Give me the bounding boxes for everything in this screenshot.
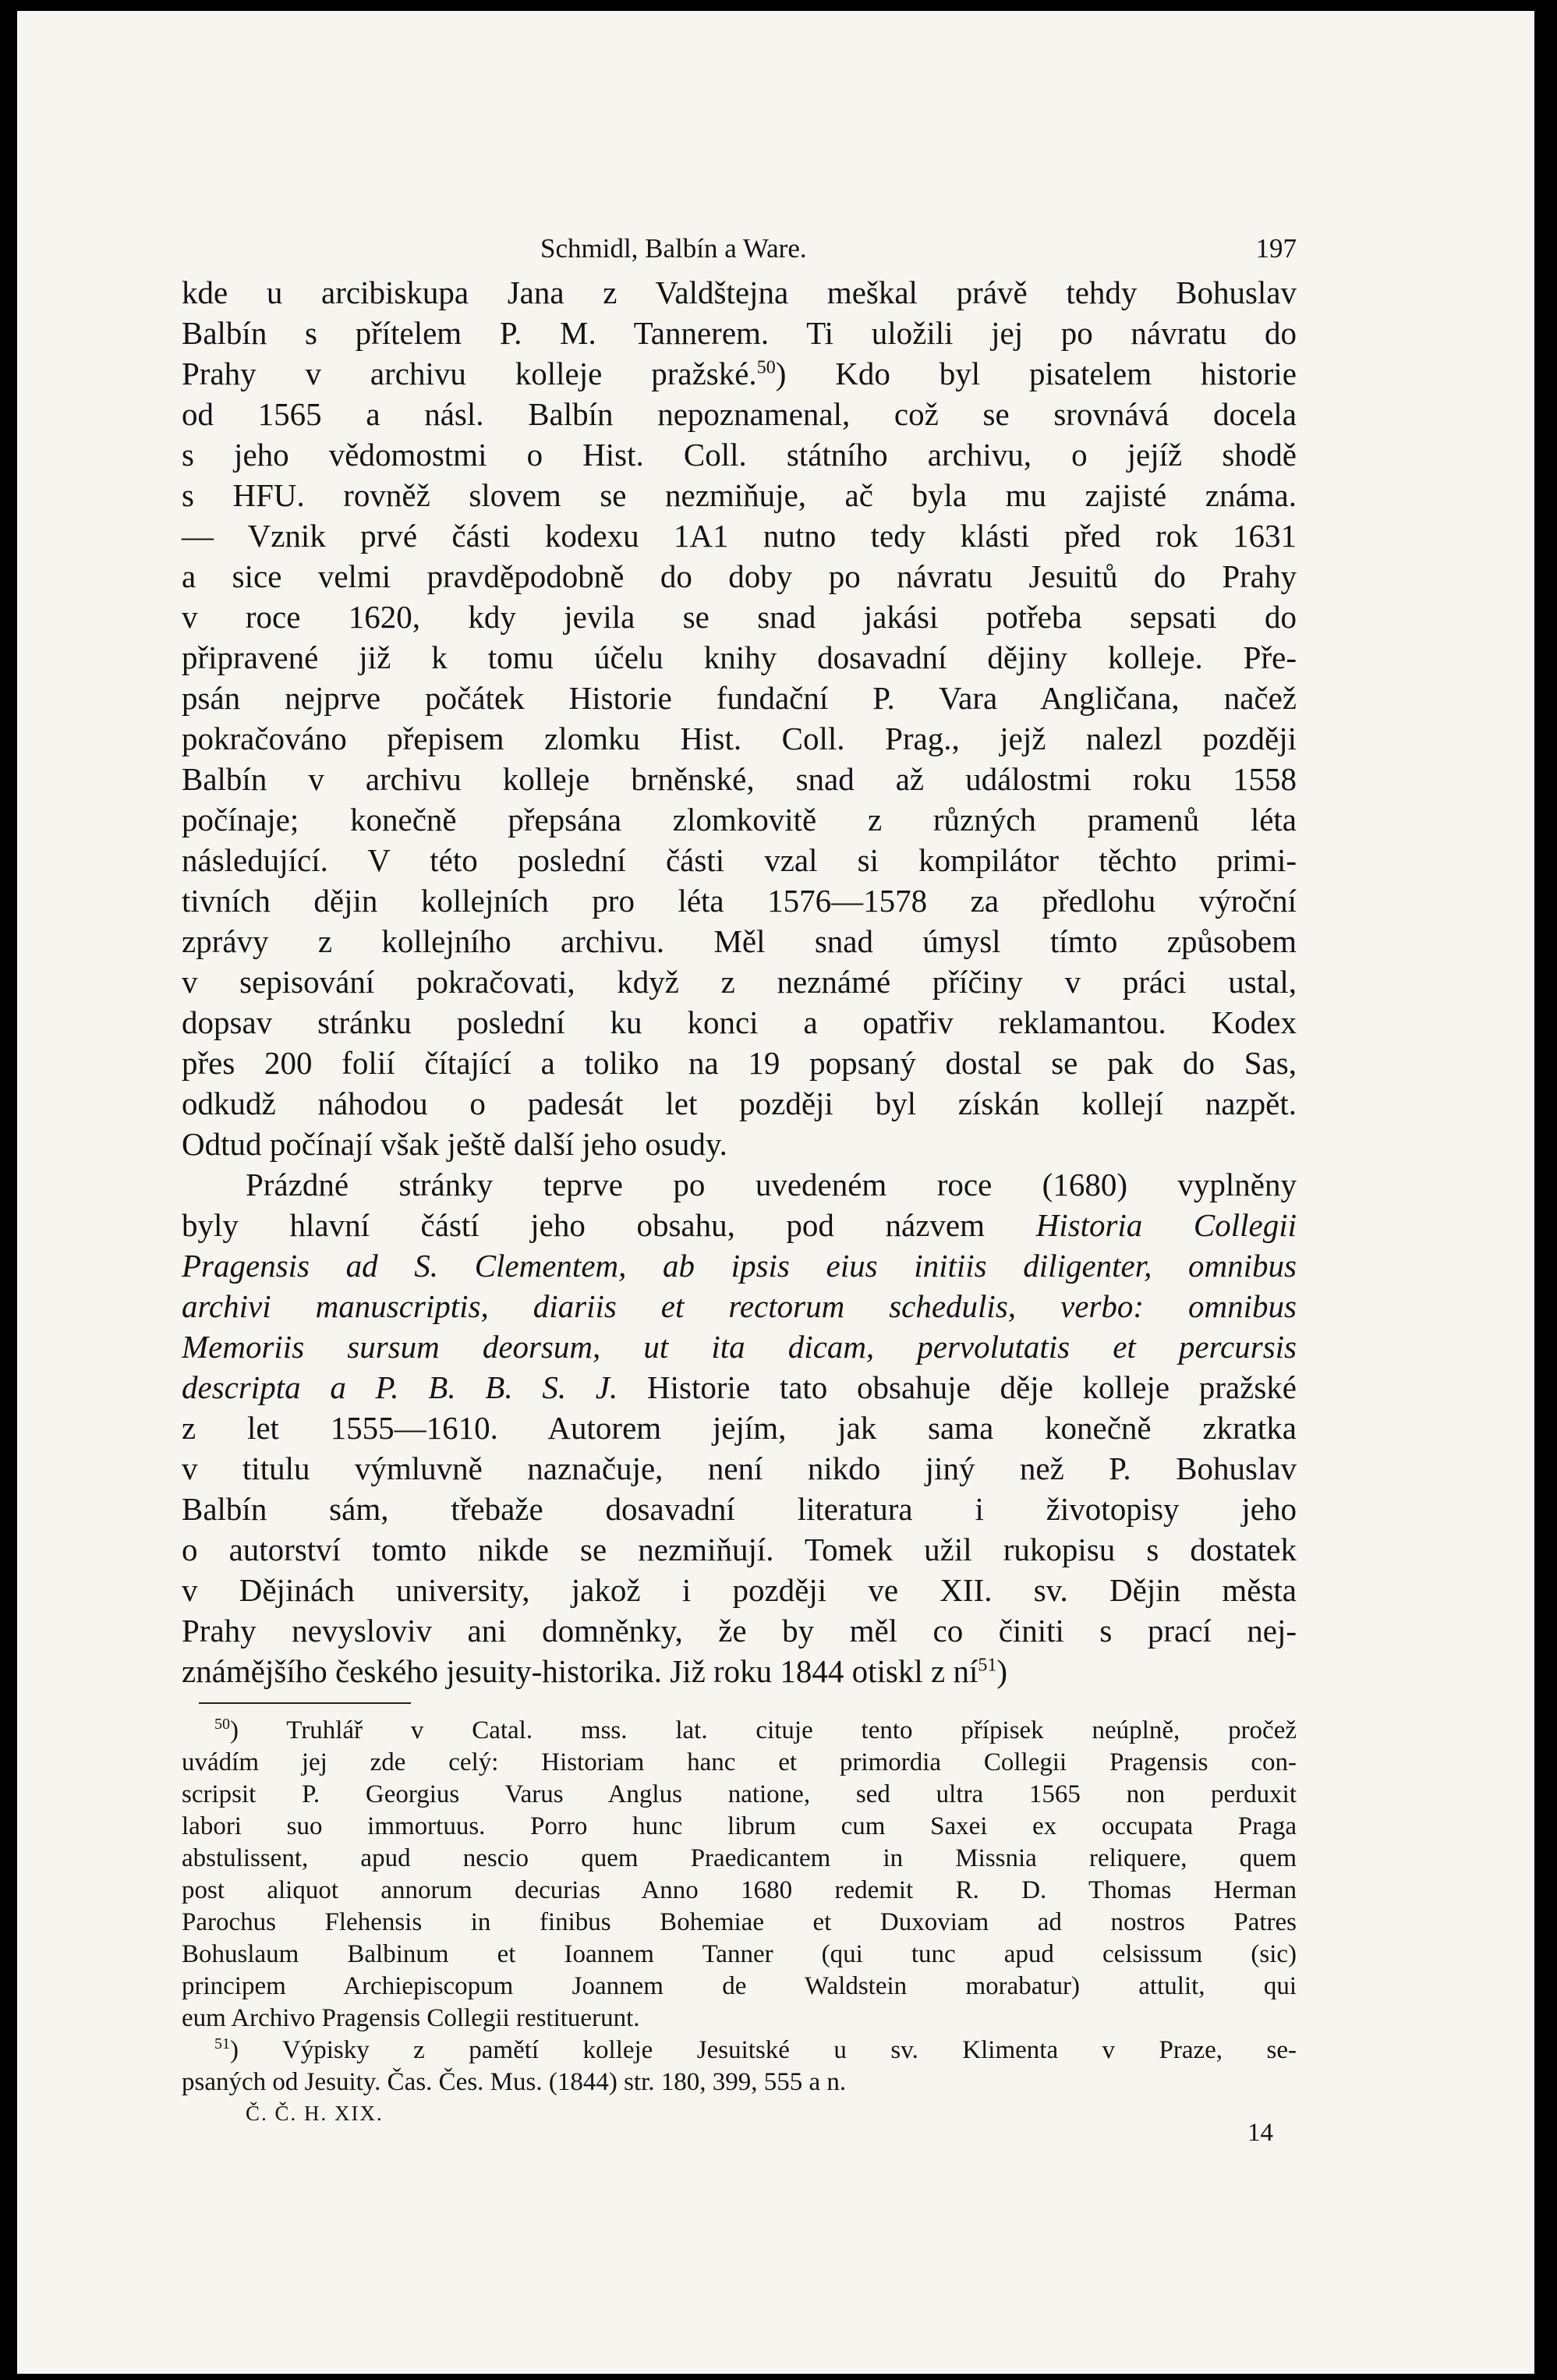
latin-title-line: Memoriis sursum deorsum, ut ita dicam, pervolutatis et percursis xyxy=(182,1329,1297,1365)
text-line: Balbín sám, třebaže dosavadní literatura i životopisy jeho xyxy=(182,1491,1297,1527)
text-line: a sice velmi pravděpodobně do doby po návratu Jesuitů do Prahy xyxy=(182,558,1297,594)
latin-title: Historia Collegii xyxy=(1035,1207,1297,1243)
footnote-number: 50 xyxy=(214,1716,230,1733)
text-line: přes 200 folií čítající a toliko na 19 popsaný dostal se pak do Sas, xyxy=(182,1045,1297,1081)
footnote-line: Bohuslaum Balbinum et Ioannem Tanner (qui tunc apud celsissum (sic) xyxy=(182,1940,1297,1968)
text-line: z let 1555—1610. Autorem jejím, jak sama konečně zkratka xyxy=(182,1410,1297,1446)
footnote-line: psaných od Jesuity. Čas. Čes. Mus. (1844) str. 180, 399, 555 a n. xyxy=(182,2068,847,2096)
text-line: Prahy nevysloviv ani domněnky, že by měl co činiti s prací nej- xyxy=(182,1613,1297,1649)
text-line: pokračováno přepisem zlomku Hist. Coll. Prag., jejž nalezl později xyxy=(182,721,1297,756)
text-line: — Vznik prvé části kodexu 1A1 nutno tedy klásti před rok 1631 xyxy=(182,518,1297,554)
text-line: tivních dějin kollejních pro léta 1576—1578 za předlohu výroční xyxy=(182,883,1297,919)
page-number: 197 xyxy=(1255,233,1297,264)
text-line: Prázdné stránky teprve po uvedeném roce (1680) vyplněny xyxy=(246,1167,1297,1202)
text-line: v titulu výmluvně naznačuje, není nikdo jiný než P. Bohuslav xyxy=(182,1450,1297,1486)
footnote-rule xyxy=(199,1702,411,1704)
footnote-number: 51 xyxy=(214,2035,230,2052)
latin-title-line: Pragensis ad S. Clementem, ab ipsis eius initiis diligenter, omnibus xyxy=(182,1248,1297,1284)
footnote-ref: 50 xyxy=(756,357,776,378)
text-line: psán nejprve počátek Historie fundační P. Vara Angličana, načež xyxy=(182,680,1297,716)
footnote-line: uvádím jej zde celý: Historiam hanc et primordia Collegii Pragensis con- xyxy=(182,1748,1297,1776)
signature-number: 14 xyxy=(1247,2119,1273,2147)
footnote-line: $^{51}$) Výpisky z pamětí kolleje Jesuitské u sv. Klimenta v Praze, se- xyxy=(214,2035,1297,2064)
text-line: Balbín v archivu kolleje brněnské, snad až událostmi roku 1558 xyxy=(182,761,1297,797)
main-text xyxy=(182,272,1297,1691)
footnote-line: Parochus Flehensis in finibus Bohemiae et Duxoviam ad nostros Patres xyxy=(182,1908,1297,1936)
text-line: v Dějinách university, jakož i později ve XII. sv. Dějin města xyxy=(182,1572,1297,1608)
text-line: Balbín s přítelem P. M. Tannerem. Ti uložili jej po návratu do xyxy=(182,315,1297,351)
text-line: odkudž náhodou o padesát let později byl získán kollejí nazpět. xyxy=(182,1086,1297,1121)
footnote-line: scripsit P. Georgius Varus Anglus natione, sed ultra 1565 non perduxit xyxy=(182,1780,1297,1808)
text-line: Prahy v archivu kolleje pražské.$^{50}$) Kdo byl pisatelem historie xyxy=(182,356,1297,391)
footnote-line: eum Archivo Pragensis Collegii restituerunt. xyxy=(182,2004,640,2032)
latin-title-end: descripta a P. B. B. S. J. xyxy=(182,1369,618,1405)
footnote-line: $^{50}$) Truhlář v Catal. mss. lat. cituje tento přípisek neúplně, pročež xyxy=(214,1716,1297,1744)
text-line: známějšího českého jesuity-historika. Již roku 1844 otiskl z $ní^{51}$) xyxy=(182,1653,1008,1689)
text-line: zprávy z kollejního archivu. Měl snad úmysl tímto způsobem xyxy=(182,923,1297,959)
signature-row xyxy=(182,2102,1297,2148)
text-line: v sepisování pokračovati, když z neznámé příčiny v práci ustal, xyxy=(182,964,1297,1000)
latin-title-line: archivi manuscriptis, diariis et rectorum schedulis, verbo: omnibus xyxy=(182,1288,1297,1324)
text-line: byly hlavní částí jeho obsahu, pod názvem Historia Collegii xyxy=(182,1207,1297,1243)
footnote-ref: 51 xyxy=(978,1655,997,1676)
footnote-line: labori suo immortuus. Porro hunc librum cum Saxei ex occupata Praga xyxy=(182,1812,1297,1840)
text-line: dopsav stránku poslední ku konci a opatřiv reklamantou. Kodex xyxy=(182,1004,1297,1040)
text-line: od 1565 a násl. Balbín nepoznamenal, což se srovnává docela xyxy=(182,396,1297,432)
book-page xyxy=(17,11,1534,2374)
text-line: o autorství tomto nikde se nezmiňují. Tomek užil rukopisu s dostatek xyxy=(182,1532,1297,1567)
text-block xyxy=(182,233,1297,2148)
text-line: descripta a P. B. B. S. J. Historie tato obsahuje děje kolleje pražské xyxy=(182,1369,1297,1405)
footnote-line: principem Archiepiscopum Joannem de Waldstein morabatur) attulit, qui xyxy=(182,1972,1297,2000)
footnote-line: post aliquot annorum decurias Anno 1680 redemit R. D. Thomas Herman xyxy=(182,1876,1297,1904)
running-head xyxy=(182,233,1297,272)
signature-mark: Č. Č. H. XIX. xyxy=(246,2102,384,2125)
text-line: kde u arcibiskupa Jana z Valdštejna meškal právě tehdy Bohuslav xyxy=(182,274,1297,310)
text-line: počínaje; konečně přepsána zlomkovitě z různých pramenů léta xyxy=(182,802,1297,838)
text-line: v roce 1620, kdy jevila se snad jakási potřeba sepsati do xyxy=(182,599,1297,635)
text-line: následující. V této poslední části vzal si kompilátor těchto primi- xyxy=(182,842,1297,878)
text-line: připravené již k tomu účelu knihy dosavadní dějiny kolleje. Pře- xyxy=(182,639,1297,675)
text-line: Odtud počínají však ještě další jeho osudy. xyxy=(182,1126,727,1162)
footnote-line: abstulissent, apud nescio quem Praedicantem in Missnia reliquere, quem xyxy=(182,1844,1297,1872)
footnotes xyxy=(182,1715,1297,2098)
running-head-title: Schmidl, Balbín a Ware. xyxy=(540,233,807,264)
text-line: s HFU. rovněž slovem se nezmiňuje, ač byla mu zajisté známa. xyxy=(182,477,1297,513)
text-line: s jeho vědomostmi o Hist. Coll. státního archivu, o jejíž shodě xyxy=(182,437,1297,473)
